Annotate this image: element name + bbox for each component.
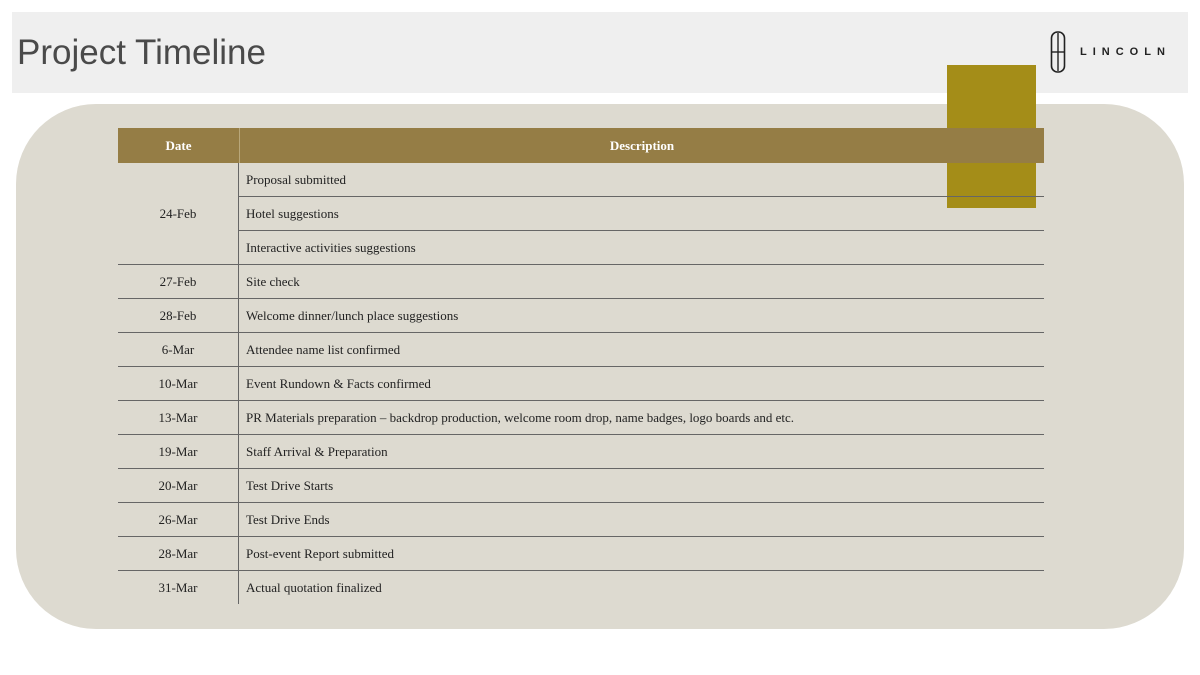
date-cell: 26-Mar [118, 503, 239, 536]
brand-logo [1050, 30, 1171, 74]
lincoln-star-icon [1050, 30, 1066, 74]
page-title: Project Timeline [17, 33, 266, 72]
table-row [118, 469, 1044, 503]
description-cell: Actual quotation finalized [246, 579, 382, 595]
header-description: Description [609, 137, 675, 153]
date-cell: 13-Mar [118, 401, 239, 434]
description-cell: Attendee name list confirmed [246, 341, 401, 357]
table-header [118, 128, 1044, 163]
date-cell: 31-Mar [118, 571, 239, 604]
table-row [118, 537, 1044, 571]
date-cell: 28-Mar [118, 537, 239, 570]
description-cell: Proposal submitted [239, 163, 1044, 197]
description-cell: Site check [246, 273, 300, 289]
date-cell: 28-Feb [118, 299, 239, 332]
description-cell: Test Drive Ends [246, 511, 330, 527]
table-row [118, 503, 1044, 537]
table-row [118, 571, 1044, 604]
date-cell: 20-Mar [118, 469, 239, 502]
description-cell: Test Drive Starts [246, 477, 334, 493]
table-row [118, 163, 1044, 265]
table-row [118, 435, 1044, 469]
description-cell: PR Materials preparation – backdrop production, welcome room drop, name badges, logo boards and etc. [246, 409, 795, 425]
timeline-table [118, 128, 1044, 604]
description-cell: Post-event Report submitted [246, 545, 395, 561]
description-cell: Event Rundown & Facts confirmed [246, 375, 431, 391]
table-row [118, 367, 1044, 401]
header-date: Date [118, 128, 240, 163]
date-cell: 19-Mar [118, 435, 239, 468]
description-cell: Staff Arrival & Preparation [246, 443, 388, 459]
table-row [118, 401, 1044, 435]
date-cell: 10-Mar [118, 367, 239, 400]
table-row [118, 265, 1044, 299]
description-cell: Interactive activities suggestions [246, 239, 416, 255]
table-row [118, 299, 1044, 333]
description-cell: Welcome dinner/lunch place suggestions [246, 307, 459, 323]
date-cell: 27-Feb [118, 265, 239, 298]
logo-text: LINCOLN [1080, 46, 1171, 58]
table-body [118, 163, 1044, 604]
date-cell: 24-Feb [118, 163, 239, 264]
table-row [118, 333, 1044, 367]
date-cell: 6-Mar [118, 333, 239, 366]
description-cell: Hotel suggestions [239, 197, 1044, 231]
